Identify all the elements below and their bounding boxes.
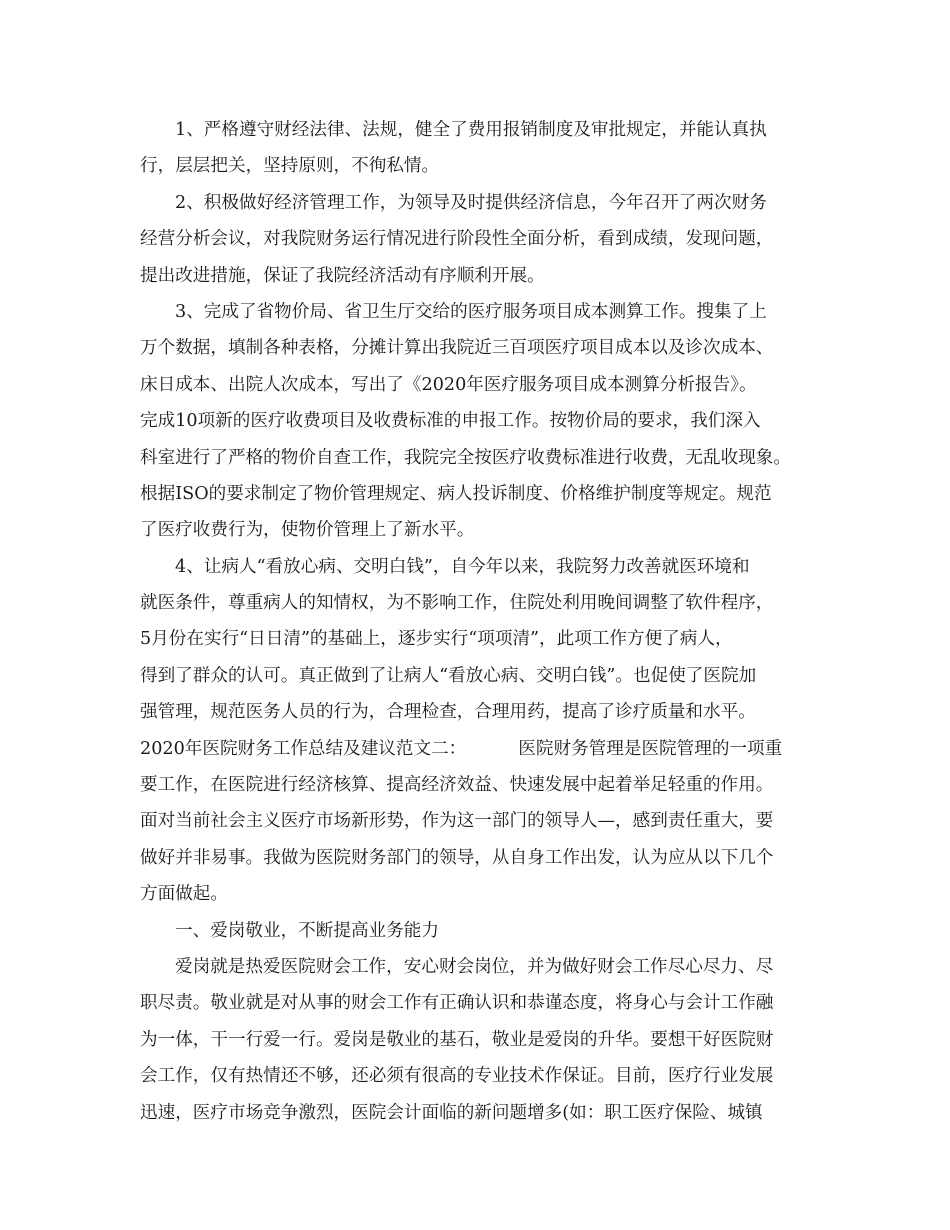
text-line: 5月份在实行“日日清”的基础上，逐步实行“项项清”，此项工作方便了病人， bbox=[140, 629, 733, 650]
text-line: 迅速，医疗市场竞争激烈，医院会计面临的新问题增多(如：职工医疗保险、城镇 bbox=[140, 1102, 763, 1123]
text-line: 面对当前社会主义医疗市场新形势，作为这一部门的领导人—，感到责任重大，要 bbox=[140, 811, 774, 832]
document-body bbox=[140, 112, 830, 1131]
text-line: 4、让病人“看放心病、交明白钱”，自今年以来，我院努力改善就医环境和 bbox=[175, 556, 750, 577]
text-line: 2、积极做好经济管理工作，为领导及时提供经济信息，今年召开了两次财务 bbox=[175, 192, 767, 213]
text-line: 强管理，规范医务人员的行为，合理检查，合理用药，提高了诊疗质量和水平。 bbox=[140, 702, 756, 723]
text-line: 了医疗收费行为，使物价管理上了新水平。 bbox=[140, 520, 475, 541]
text-line: 万个数据，填制各种表格，分摊计算出我院近三百项医疗项目成本以及诊次成本、 bbox=[140, 338, 774, 359]
text-line: 根据ISO的要求制定了物价管理规定、病人投诉制度、价格维护制度等规定。规范 bbox=[140, 483, 772, 504]
text-line: 要工作，在医院进行经济核算、提高经济效益、快速发展中起着举足轻重的作用。 bbox=[140, 775, 774, 796]
text-line: 方面做起。 bbox=[140, 884, 228, 905]
text-line: 提出改进措施，保证了我院经济活动有序顺利开展。 bbox=[140, 265, 545, 286]
text-line: 职尽责。敬业就是对从事的财会工作有正确认识和恭谨态度，将身心与会计工作融 bbox=[140, 993, 774, 1014]
paragraph-block-2 bbox=[140, 767, 830, 1131]
text-line: 床日成本、出院人次成本，写出了《2020年医疗服务项目成本测算分析报告》。 bbox=[140, 374, 757, 395]
text-line: 爱岗就是热爱医院财会工作，安心财会岗位，并为做好财会工作尽心尽力、尽 bbox=[175, 956, 774, 977]
text-line: 就医条件，尊重病人的知情权，为不影响工作，住院处利用晚间调整了软件程序， bbox=[140, 593, 774, 614]
text-line: 科室进行了严格的物价自查工作，我院完全按医疗收费标准进行收费，无乱收现象。 bbox=[140, 447, 791, 468]
text-line: 3、完成了省物价局、省卫生厅交给的医疗服务项目成本测算工作。搜集了上 bbox=[175, 301, 767, 322]
text-line: 完成10项新的医疗收费项目及收费标准的申报工作。按物价局的要求，我们深入 bbox=[140, 411, 761, 432]
text-line: 得到了群众的认可。真正做到了让病人“看放心病、交明白钱”。也促使了医院加 bbox=[140, 665, 757, 686]
text-line: 做好并非易事。我做为医院财务部门的领导，从自身工作出发，认为应从以下几个 bbox=[140, 847, 774, 868]
text-line: 经营分析会议，对我院财务运行情况进行阶段性全面分析，看到成绩，发现问题， bbox=[140, 229, 774, 250]
section-title: 2020年医院财务工作总结及建议范文二： bbox=[140, 738, 467, 759]
text-line: 为一体，干一行爱一行。爱岗是敬业的基石，敬业是爱岗的升华。要想干好医院财 bbox=[140, 1029, 774, 1050]
section-intro: 医院财务管理是医院管理的一项重 bbox=[518, 738, 783, 759]
text-line: 会工作，仅有热情还不够，还必须有很高的专业技术作保证。目前，医疗行业发展 bbox=[140, 1066, 774, 1087]
text-line: 一、爱岗敬业，不断提高业务能力 bbox=[175, 920, 439, 941]
text-line: 行，层层把关，坚持原则，不徇私情。 bbox=[140, 156, 440, 177]
paragraph-block-1 bbox=[140, 112, 830, 731]
text-line: 1、严格遵守财经法律、法规，健全了费用报销制度及审批规定，并能认真执 bbox=[175, 120, 767, 140]
heading-line bbox=[140, 731, 830, 767]
